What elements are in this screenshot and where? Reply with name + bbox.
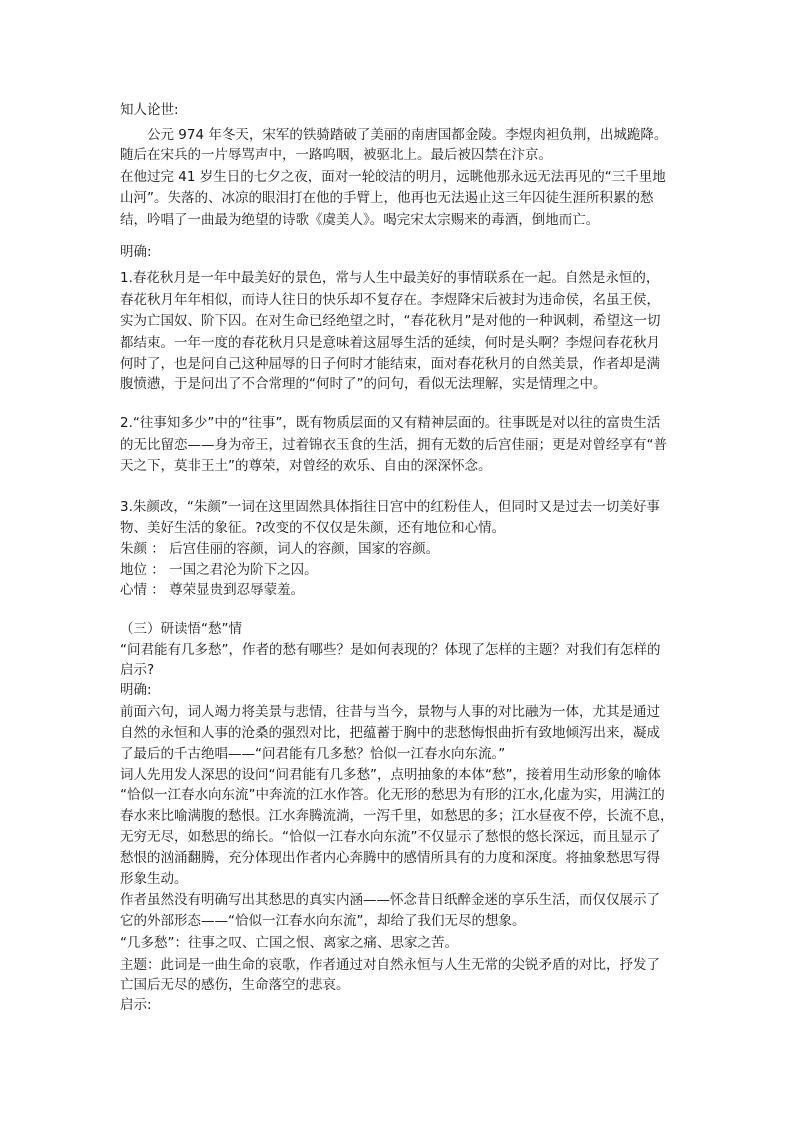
text-line: 作者虽然没有明确写出其愁思的真实内涵——怀念昔日纸醉金迷的享乐生活，而仅仅展示了 bbox=[120, 892, 660, 908]
text-line: 心情 ： 尊荣显贵到忍辱蒙羞。 bbox=[120, 582, 305, 598]
text-line: 启示? bbox=[120, 662, 155, 678]
text-line: 公元 974 年冬天，宋军的铁骑踏破了美丽的南唐国都金陵。李煜肉袒负荆，出城跪降。 bbox=[147, 127, 668, 143]
text-line: 愁恨的汹涌翻腾，充分体现出作者内心奔腾中的感情所具有的力度和深度。将抽象愁思写得 bbox=[120, 850, 660, 866]
text-line: 3.朱颜改，“朱颜”一词在这里固然具体指往日宫中的红粉佳人，但同时又是过去一切美好事 bbox=[120, 499, 660, 515]
text-line: “恰似一江春水向东流”中奔流的江水作答。化无形的愁思为有形的江水,化虚为实，用满江的 bbox=[120, 787, 665, 803]
text-line: 词人先用发人深思的设问“问君能有几多愁”，点明抽象的本体“愁”，接着用生动形象的喻体 bbox=[120, 767, 661, 783]
text-line: 前面六句，词人竭力将美景与悲情，往昔与当今，景物与人事的对比融为一体，尤其是通过 bbox=[120, 704, 660, 720]
text-line: 明确: bbox=[120, 244, 152, 260]
text-line: 1.春花秋月是一年中最美好的景色，常与人生中最美好的事情联系在一起。自然是永恒的， bbox=[120, 270, 660, 286]
text-line: 山河”。失落的、冰凉的眼泪打在他的手臂上，他再也无法遏止这三年囚徒生涯所积累的愁 bbox=[120, 190, 654, 206]
text-line: 主题：此词是一曲生命的哀歌，作者通过对自然永恒与人生无常的尖锐矛盾的对比，抒发了 bbox=[120, 957, 660, 973]
text-line: 明确: bbox=[120, 682, 152, 698]
text-line: 春水来比喻满腹的愁恨。江水奔腾流淌，一泻千里，如愁思的多；江水昼夜不停，长流不息， bbox=[120, 808, 674, 824]
text-line: 在他过完 41 岁生日的七夕之夜，面对一轮皎洁的明月，远眺他那永远无法再见的“三千里地 bbox=[120, 169, 666, 185]
text-line: 启示: bbox=[120, 997, 152, 1013]
text-line: 物、美好生活的象征。?改变的不仅仅是朱颜，还有地位和心情。 bbox=[120, 520, 506, 536]
text-line: 知人论世: bbox=[120, 102, 179, 118]
text-line: 亡国后无尽的感伤，生命落空的悲哀。 bbox=[120, 977, 350, 993]
text-line: 它的外部形态——“恰似一江春水向东流”，却给了我们无尽的想象。 bbox=[120, 913, 526, 929]
text-line: （三）研读悟“愁”情 bbox=[120, 621, 242, 637]
text-line: 实为亡国奴、阶下囚。在对生命已经绝望之时，“春花秋月”是对他的一种讽刺，希望这一切 bbox=[120, 313, 661, 329]
text-line: “几多愁”：往事之叹、亡国之恨、离家之痛、思家之苦。 bbox=[120, 935, 458, 951]
text-line: 的无比留恋——身为帝王，过着锦衣玉食的生活，拥有无数的后宫佳丽；更是对曾经享有“普 bbox=[120, 437, 667, 453]
text-line: 地位 ： 一国之君沦为阶下之囚。 bbox=[120, 562, 318, 578]
text-line: 无穷无尽，如愁思的绵长。“恰似一江春水向东流”不仅显示了愁恨的悠长深远，而且显示了 bbox=[120, 829, 661, 845]
text-line: 都结束。一年一度的春花秋月只是意味着这屈辱生活的延续，何时是头啊？李煜问春花秋月 bbox=[120, 335, 660, 351]
text-line: 天之下，莫非王土”的尊荣，对曾经的欢乐、自由的深深怀念。 bbox=[120, 458, 492, 474]
text-line: 结，吟唱了一曲最为绝望的诗歌《虞美人》。喝完宋太宗赐来的毒酒，倒地而亡。 bbox=[120, 212, 600, 228]
text-line: 了最后的千古绝唱——“问君能有几多愁？恰似一江春水向东流。” bbox=[120, 746, 506, 762]
text-line: 春花秋月年年相似，而诗人往日的快乐却不复存在。李煜降宋后被封为违命侯，名虽王侯， bbox=[120, 292, 660, 308]
text-line: 随后在宋兵的一片辱骂声中，一路呜咽，被驱北上。最后被囚禁在汴京。 bbox=[120, 147, 552, 163]
text-line: “问君能有几多愁”，作者的愁有哪些？是如何表现的？体现了怎样的主题？对我们有怎样的 bbox=[120, 642, 661, 658]
text-line: 腹愤懑，于是问出了不合常理的“何时了”的问句，看似无法理解，实是情理之中。 bbox=[120, 376, 607, 392]
text-line: 2.“往事知多少”中的“往事”，既有物质层面的又有精神层面的。往事既是对以往的富贵生活 bbox=[120, 415, 661, 431]
text-line: 形象生动。 bbox=[120, 871, 188, 887]
text-line: 朱颜 ： 后宫佳丽的容颜，词人的容颜，国家的容颜。 bbox=[120, 541, 440, 557]
text-line: 自然的永恒和人事的沧桑的强烈对比，把蕴蓄于胸中的悲愁悔恨曲折有致地倾泻出来，凝成 bbox=[120, 725, 660, 741]
text-line: 何时了，也是问自己这种屈辱的日子何时才能结束，面对春花秋月的自然美景，作者却是满 bbox=[120, 356, 660, 372]
